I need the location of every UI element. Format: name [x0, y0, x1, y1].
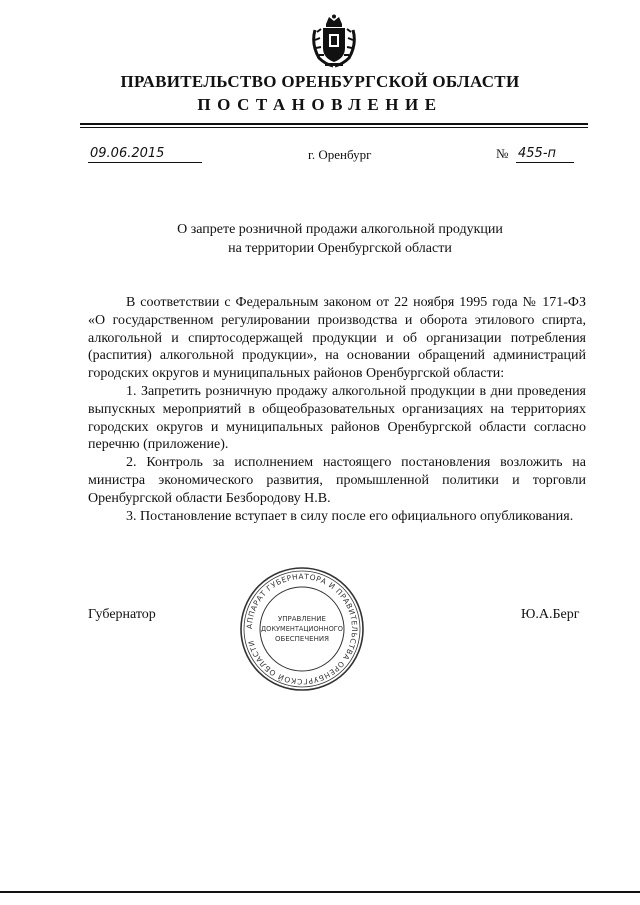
header-rule-thin [80, 127, 588, 128]
document-number: 455-п [516, 146, 574, 163]
document-body [88, 294, 586, 525]
stamp-ring-text: АППАРАТ ГУБЕРНАТОРА И ПРАВИТЕЛЬСТВА ОРЕНБУРГСКОЙ ОБЛАСТИ [244, 571, 360, 687]
stamp-line-3: ОБЕСПЕЧЕНИЯ [275, 635, 329, 643]
number-sign: № [496, 146, 509, 161]
subject-line-2: на территории Оренбургской области [228, 241, 452, 256]
government-name: ПРАВИТЕЛЬСТВО ОРЕНБУРГСКОЙ ОБЛАСТИ [120, 72, 520, 91]
coat-of-arms-icon [311, 14, 357, 68]
preamble-paragraph: В соответствии с Федеральным законом от 22 ноября 1995 года № 171-ФЗ «О государственном регулировании производства и оборота этилового спирта, алкогольной и спиртосодержащей продукции и об организации потребления (распития) алкогольной продукции», на основании обращений администраций городских округов и муниципальных районов Оренбургской области: [88, 295, 586, 382]
item-1-paragraph: 1. Запретить розничную продажу алкогольной продукции в дни проведения выпускных мероприятий в общеобразовательных организациях на территориях городских округов и муниципальных районов Оренбургской области согласно перечню (приложение). [88, 383, 586, 453]
document-city: г. Оренбург [308, 147, 372, 162]
document-date: 09.06.2015 [88, 146, 202, 163]
stamp-line-1: УПРАВЛЕНИЕ [278, 615, 326, 623]
official-stamp [238, 565, 366, 693]
signatory-title: Губернатор [88, 607, 156, 622]
document-type: ПОСТАНОВЛЕНИЕ [197, 95, 443, 114]
item-2-paragraph: 2. Контроль за исполнением настоящего постановления возложить на министра экономического развития, промышленной политики и торговли Оренбургской области Безбородову Н.В. [88, 455, 586, 506]
subject-line-1: О запрете розничной продажи алкогольной продукции [177, 222, 503, 237]
header-rule-thick [80, 123, 588, 125]
signatory-name: Ю.А.Берг [521, 607, 580, 622]
page-bottom-rule [0, 891, 640, 893]
stamp-line-2: ДОКУМЕНТАЦИОННОГО [261, 625, 343, 633]
item-3-paragraph: 3. Постановление вступает в силу после его официального опубликования. [126, 508, 574, 524]
document-subject [0, 220, 640, 258]
